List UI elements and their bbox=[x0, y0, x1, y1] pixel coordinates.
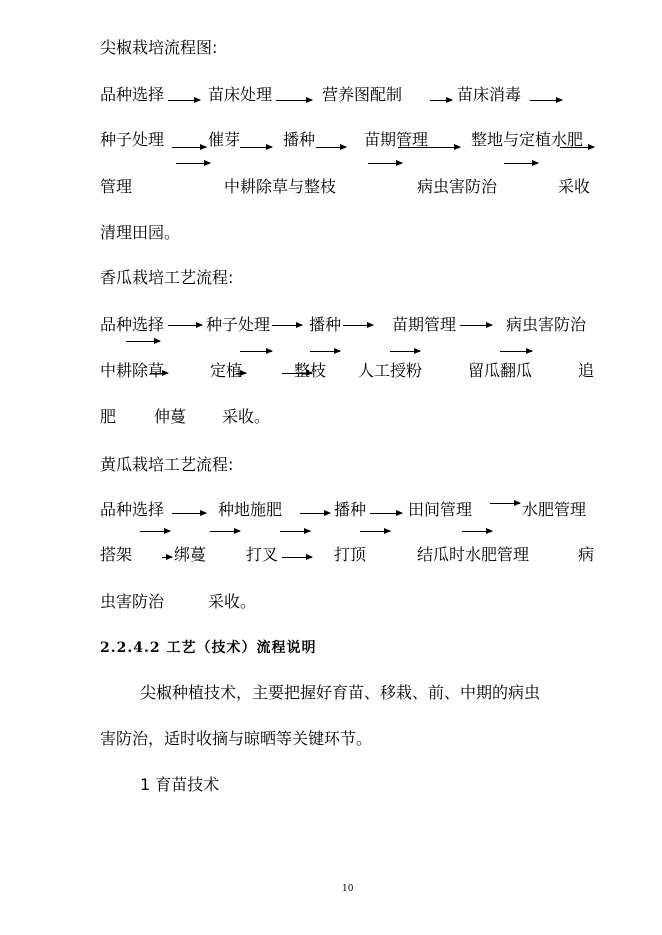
arrow-icon bbox=[530, 100, 562, 101]
arrow-icon bbox=[240, 147, 272, 148]
arrow-icon bbox=[560, 147, 594, 148]
flow-step: 苗床消毒 bbox=[457, 85, 522, 104]
arrow-icon bbox=[504, 163, 538, 164]
flow-step: 种子处理 bbox=[100, 130, 165, 149]
flow-step: 病 bbox=[578, 545, 595, 564]
list-item: 1 育苗技术 bbox=[140, 775, 220, 794]
flow-step: 采收 bbox=[558, 177, 591, 196]
arrow-icon bbox=[140, 531, 170, 532]
arrow-icon bbox=[168, 325, 202, 326]
arrow-icon bbox=[240, 351, 272, 352]
flow-step: 苗床处理 bbox=[208, 85, 273, 104]
flow-step: 结瓜时水肥管理 bbox=[417, 545, 530, 564]
arrow-icon bbox=[210, 531, 240, 532]
arrow-icon bbox=[176, 163, 210, 164]
flow-step: 催芽 bbox=[208, 130, 241, 149]
arrow-icon bbox=[150, 373, 168, 374]
section-heading: 2.2.4.2 工艺（技术）流程说明 bbox=[100, 640, 317, 656]
arrow-icon bbox=[343, 325, 373, 326]
flow-step: 播种 bbox=[283, 130, 316, 149]
arrow-icon bbox=[126, 341, 160, 342]
arrow-icon bbox=[282, 557, 312, 558]
flow-step: 打叉 bbox=[246, 545, 279, 564]
flow-step: 采收。 bbox=[208, 592, 257, 611]
flow-step: 追 bbox=[578, 361, 595, 380]
flow-step: 留瓜翻瓜 bbox=[468, 361, 533, 380]
page-number: 10 bbox=[342, 884, 354, 894]
flow-step: 中耕除草 bbox=[100, 361, 165, 380]
paragraph-line: 害防治，适时收摘与晾晒等关键环节。 bbox=[100, 729, 373, 748]
arrow-icon bbox=[360, 531, 390, 532]
arrow-icon bbox=[430, 100, 452, 101]
flow-step: 人工授粉 bbox=[358, 361, 423, 380]
flow-step: 搭架 bbox=[100, 545, 133, 564]
arrow-icon bbox=[316, 147, 346, 148]
arrow-icon bbox=[460, 325, 492, 326]
flow-step: 采收。 bbox=[222, 407, 271, 426]
flow-step: 苗期管理 bbox=[392, 315, 457, 334]
flow-step: 播种 bbox=[334, 500, 367, 519]
arrow-icon bbox=[500, 351, 532, 352]
flow-step: 品种选择 bbox=[100, 500, 165, 519]
arrow-icon bbox=[272, 325, 302, 326]
arrow-icon bbox=[370, 513, 402, 514]
flow-step: 打顶 bbox=[334, 545, 367, 564]
flow-step: 肥 bbox=[100, 407, 117, 426]
melon-title: 香瓜栽培工艺流程: bbox=[100, 268, 234, 287]
arrow-icon bbox=[236, 373, 246, 374]
arrow-icon bbox=[280, 531, 310, 532]
arrow-icon bbox=[462, 531, 492, 532]
flow-step: 水肥管理 bbox=[522, 500, 587, 519]
arrow-icon bbox=[282, 373, 312, 374]
flow-step: 种子处理 bbox=[206, 315, 271, 334]
flow-step: 管理 bbox=[100, 177, 133, 196]
arrow-icon bbox=[276, 100, 312, 101]
flow-step: 绑蔓 bbox=[174, 545, 207, 564]
arrow-icon bbox=[398, 147, 460, 148]
flow-step: 清理田园。 bbox=[100, 223, 181, 242]
flow-step: 营养图配制 bbox=[322, 85, 403, 104]
arrow-icon bbox=[162, 557, 172, 558]
flow-step: 种地施肥 bbox=[218, 500, 283, 519]
arrow-icon bbox=[172, 147, 206, 148]
flow-step: 定植 bbox=[210, 361, 243, 380]
arrow-icon bbox=[390, 351, 420, 352]
arrow-icon bbox=[490, 503, 520, 504]
flow-step: 伸蔓 bbox=[154, 407, 187, 426]
flow-step: 播种 bbox=[309, 315, 342, 334]
flow-step: 病虫害防治 bbox=[417, 177, 498, 196]
paragraph-line: 尖椒种植技术，主要把握好育苗、移栽、前、中期的病虫 bbox=[140, 683, 541, 702]
flow-step: 品种选择 bbox=[100, 315, 165, 334]
flow-step: 整枝 bbox=[294, 361, 327, 380]
flow-step: 整地与定植水肥 bbox=[471, 130, 584, 149]
chili-title: 尖椒栽培流程图: bbox=[100, 38, 218, 57]
arrow-icon bbox=[368, 163, 402, 164]
arrow-icon bbox=[172, 513, 206, 514]
flow-step: 虫害防治 bbox=[100, 592, 165, 611]
flow-step: 田间管理 bbox=[408, 500, 473, 519]
cucumber-title: 黄瓜栽培工艺流程: bbox=[100, 455, 234, 474]
arrow-icon bbox=[168, 100, 200, 101]
flow-step: 苗期管理 bbox=[364, 130, 429, 149]
flow-step: 病虫害防治 bbox=[506, 315, 587, 334]
arrow-icon bbox=[310, 351, 340, 352]
flow-step: 中耕除草与整枝 bbox=[224, 177, 337, 196]
arrow-icon bbox=[300, 513, 330, 514]
flow-step: 品种选择 bbox=[100, 85, 165, 104]
